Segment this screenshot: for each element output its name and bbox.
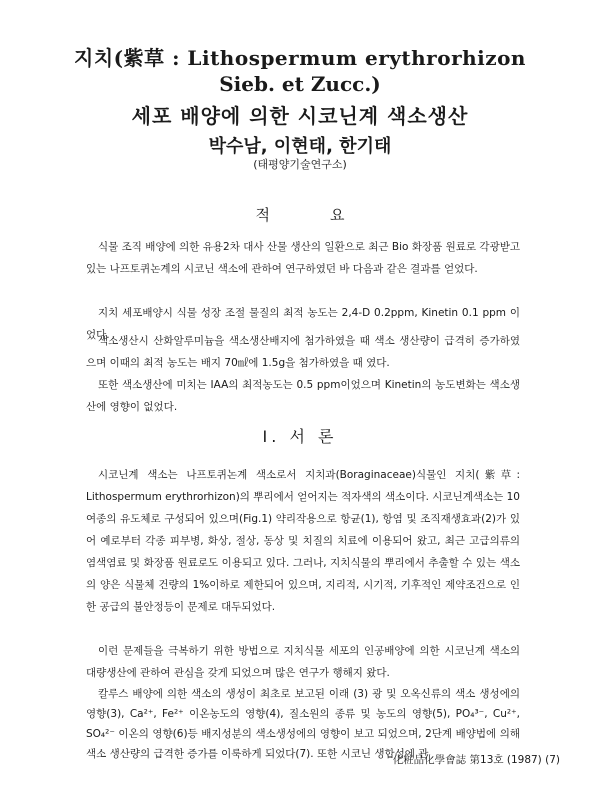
title-line-3: 세포 배양에 의한 시코닌계 색소생산 — [131, 104, 469, 128]
intro-paragraph: 칼루스 배양에 의한 색소의 생성이 최초로 보고된 이래 (3) 광 및 오옥신류의 색소 생성에의 영향(3), Ca²⁺, Fe²⁺ 이온농도의 영향(4), 질소원의 종류 및 농도의 영향(5), PO₄³⁻, Cu²⁺, SO₄²⁻ 이온의 영향(6)등 배지성분의 색소생성에의 영향이 보고 되었으며, 2단계 배양법에 의해 색소 생산량의 급격한 증가를 이룩하게 되었다(7). 또한 시코닌 생합성에 관 — [86, 688, 520, 760]
affiliation: (태평양기술연구소) — [253, 158, 347, 171]
title-line-2: Sieb. et Zucc.) — [219, 72, 381, 96]
abstract-paragraph: 식물 조직 배양에 의한 유용2차 대사 산물 생산의 일환으로 최근 Bio 화장품 원료로 각광받고 있는 나프토퀴논계의 시코닌 색소에 관하여 연구하였던 바 다음과 같은 결과를 얻었다. — [86, 241, 520, 275]
intro-heading: I. 서 론 — [262, 427, 338, 446]
title-line-1: 지치(紫草 : Lithospermum erythrorhizon — [74, 46, 526, 70]
abstract-paragraph: 지치 세포배양시 식물 성장 조절 물질의 최적 농도는 2,4-D 0.2ppm, Kinetin 0.1 ppm 이었다. — [86, 307, 520, 341]
abstract-paragraph: 또한 색소생산에 미치는 IAA의 최적농도는 0.5 ppm이었으며 Kinetin의 농도변화는 색소생산에 영향이 없었다. — [86, 379, 520, 413]
journal-footer: 化粧品化學會誌 第13호 (1987) (7) — [392, 754, 560, 766]
intro-paragraph: 이런 문제들을 극복하기 위한 방법으로 지치식물 세포의 인공배양에 의한 시코닌계 색소의 대량생산에 관하여 관심을 갖게 되었으며 많은 연구가 행해지 왔다. — [86, 645, 520, 679]
abstract-heading: 적요 — [255, 206, 405, 224]
abstract-paragraph: 색소생산시 산화알루미늄을 색소생산배지에 첨가하였을 때 색소 생산량이 급격히 증가하였으며 이때의 최적 농도는 배지 70㎖에 1.5g을 첨가하였을 때 였다. — [86, 335, 520, 369]
intro-paragraph: 시코닌계 색소는 나프토퀴논계 색소로서 지치과(Boraginaceae)식물인 지치(紫草: Lithospermum erythrorhizon)의 뿌리에서 얻어지는 적자색의 색소이다. 시코닌계색소는 10여종의 유도체로 구성되어 있으며(Fig.1) 약리작용으로 항균(1), 항염 및 조직재생효과(2)가 있어 예로부터 각종 피부병, 화상, 절상, 동상 및 치질의 치료에 이용되어 왔고, 최근 고급의류의 염색염료 및 화장품 원료로도 이용되고 있다. 그러나, 지치식물의 뿌리에서 추출할 수 있는 색소의 양은 식물체 건량의 1%이하로 제한되어 있으며, 지리적, 시기적, 기후적인 제약조건으로 인한 공급의 불안정등이 문제로 대두되었다. — [86, 469, 520, 613]
author-list: 박수남, 이현태, 한기태 — [208, 136, 392, 157]
